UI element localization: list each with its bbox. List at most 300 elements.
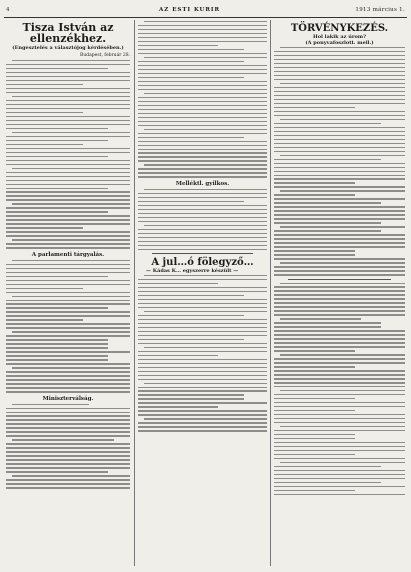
text-line [274, 342, 405, 343]
text-line [138, 81, 267, 82]
text-line [138, 390, 267, 391]
text-line [6, 148, 130, 149]
text-line [138, 49, 244, 50]
text-line [138, 291, 267, 292]
text-line [274, 115, 405, 116]
text-line [138, 109, 267, 110]
text-line [144, 21, 267, 22]
text-line [6, 423, 130, 424]
article-subtitle: — Kádas K… egyszerre készült — [146, 267, 239, 274]
text-line [138, 41, 267, 42]
text-line [274, 370, 405, 371]
article-subtitle: Hol lakik az úrom? [312, 34, 367, 40]
text-line [138, 430, 267, 431]
text-line [138, 249, 267, 250]
text-line [274, 123, 381, 124]
text-line [6, 72, 130, 73]
text-line [12, 168, 130, 169]
text-line [280, 119, 405, 120]
text-line [6, 231, 130, 232]
text-line [138, 283, 218, 284]
text-line [274, 242, 405, 243]
text-line [144, 225, 267, 226]
text-line [274, 139, 405, 140]
divider [152, 253, 253, 254]
text-line [274, 418, 405, 419]
text-line [6, 303, 130, 304]
text-line [6, 371, 130, 372]
section-title: TÖRVÉNYKEZÉS. [290, 23, 389, 34]
text-line [6, 120, 130, 121]
text-line [6, 415, 130, 416]
article-title: Tisza István az ellenzékhez. [22, 21, 114, 45]
text-line [274, 147, 405, 148]
text-line [6, 483, 130, 484]
text-line [12, 404, 89, 405]
text-line [6, 412, 130, 413]
text-line [274, 374, 405, 375]
text-line [274, 306, 405, 307]
text-line [274, 422, 405, 423]
text-line [138, 245, 267, 246]
text-line [138, 25, 267, 26]
text-line [6, 311, 130, 312]
text-line [280, 83, 405, 84]
text-line [6, 180, 130, 181]
text-line [138, 371, 267, 372]
text-line [6, 235, 130, 236]
text-line [12, 475, 130, 476]
text-line [280, 390, 405, 391]
text-line [6, 219, 130, 220]
text-line [12, 260, 130, 261]
article-subtitle: (Engesztelés a választójog kérdésében.) [12, 45, 124, 51]
text-line [274, 466, 381, 467]
text-line [6, 76, 130, 77]
text-line [138, 343, 267, 344]
text-line [138, 73, 267, 74]
text-line [274, 163, 405, 164]
text-line [6, 447, 130, 448]
text-line [274, 330, 405, 331]
text-line [6, 343, 108, 344]
text-line [274, 99, 405, 100]
text-line [274, 175, 405, 176]
text-line [138, 355, 218, 356]
text-line [6, 292, 130, 293]
text-line [280, 318, 361, 319]
text-line [138, 422, 267, 423]
text-line [6, 435, 130, 436]
text-line [138, 351, 267, 352]
text-line [280, 155, 405, 156]
text-line [138, 65, 267, 66]
text-line [138, 233, 267, 234]
text-line [138, 327, 267, 328]
column-rule [270, 20, 271, 566]
text-line [138, 113, 267, 114]
text-line [274, 63, 405, 64]
text-line [274, 75, 405, 76]
text-line [6, 152, 130, 153]
text-line [6, 339, 108, 340]
text-line [274, 394, 405, 395]
text-line [274, 55, 405, 56]
text-line [274, 258, 405, 259]
text-line [144, 418, 267, 419]
text-line [280, 262, 405, 263]
text-line [138, 45, 218, 46]
text-line [274, 206, 405, 207]
text-line [6, 156, 108, 157]
text-line [6, 487, 130, 488]
text-line [6, 227, 83, 228]
text-line [6, 363, 130, 364]
text-line [138, 77, 244, 78]
text-line [6, 335, 130, 336]
text-line [274, 338, 405, 339]
text-line [138, 387, 267, 388]
text-line [274, 111, 405, 112]
text-line [274, 386, 405, 387]
text-line [138, 221, 267, 222]
article-body [274, 283, 405, 496]
text-line [274, 302, 405, 303]
article-subheading: (A ponyvafoszlott. mell.) [305, 40, 374, 46]
text-line [138, 213, 267, 214]
text-line [6, 319, 83, 320]
text-line [274, 398, 355, 399]
text-line [12, 239, 130, 240]
text-line [6, 391, 130, 392]
text-line [138, 295, 244, 296]
text-line [274, 274, 405, 275]
text-line [6, 431, 130, 432]
text-line [6, 124, 130, 125]
text-line [280, 283, 405, 284]
text-line [6, 268, 130, 269]
text-line [6, 211, 108, 212]
text-line [6, 351, 130, 352]
article-body [138, 275, 267, 432]
text-line [274, 254, 355, 255]
text-line [138, 406, 218, 407]
text-line [6, 195, 130, 196]
text-line [274, 222, 381, 223]
text-line [138, 367, 267, 368]
text-line [6, 379, 130, 380]
text-line [138, 137, 244, 138]
article-body [274, 47, 405, 276]
text-line [274, 250, 355, 251]
text-line [6, 276, 108, 277]
text-line [6, 140, 108, 141]
text-line [274, 246, 405, 247]
text-line [138, 156, 267, 157]
text-line [6, 427, 130, 428]
text-line [138, 145, 267, 146]
text-line [6, 264, 130, 265]
text-line [138, 335, 267, 336]
text-line [138, 217, 267, 218]
text-line [6, 199, 130, 200]
text-line [138, 125, 267, 126]
text-line [138, 287, 267, 288]
text-line [138, 363, 267, 364]
text-line [12, 203, 130, 204]
text-line [6, 300, 130, 301]
text-line [138, 89, 267, 90]
text-line [138, 426, 267, 427]
text-line [274, 214, 405, 215]
section-heading: A parlamenti tárgyalás. [31, 251, 105, 258]
text-line [12, 331, 130, 332]
text-line [138, 398, 244, 399]
text-line [144, 57, 267, 58]
text-line [274, 135, 405, 136]
text-line [138, 193, 267, 194]
text-line [6, 459, 130, 460]
text-line [6, 451, 130, 452]
text-line [138, 33, 267, 34]
text-line [6, 280, 130, 281]
text-line [6, 64, 130, 65]
text-line [274, 486, 405, 487]
text-line [274, 51, 405, 52]
text-line [274, 167, 405, 168]
text-line [138, 37, 267, 38]
section-heading: Melléktl. gyilkos. [175, 180, 230, 187]
text-line [6, 419, 130, 420]
text-line [138, 69, 267, 70]
text-line [274, 266, 405, 267]
text-line [274, 59, 405, 60]
text-line [138, 379, 267, 380]
text-line [274, 438, 355, 439]
article-dateline: Budapest, február 28. [80, 53, 130, 58]
text-line [6, 92, 130, 93]
text-line [138, 331, 267, 332]
text-line [138, 172, 267, 173]
article-body [6, 60, 130, 249]
text-line [138, 414, 267, 415]
text-line [138, 315, 244, 316]
text-line [274, 442, 405, 443]
text-line [138, 197, 267, 198]
text-line [6, 88, 130, 89]
text-line [144, 383, 267, 384]
text-line [6, 128, 108, 129]
text-line [274, 446, 405, 447]
text-line [138, 205, 267, 206]
text-line [274, 346, 405, 347]
text-line [274, 91, 405, 92]
text-line [6, 188, 108, 189]
page-number: 4 [6, 7, 10, 13]
text-line [6, 100, 130, 101]
text-line [274, 414, 405, 415]
text-line [6, 68, 108, 69]
text-line [280, 190, 405, 191]
text-line [274, 310, 405, 311]
text-line [6, 136, 130, 137]
text-line [6, 116, 130, 117]
text-line [274, 151, 405, 152]
text-line [138, 241, 267, 242]
divider [288, 279, 391, 280]
text-line [274, 103, 405, 104]
text-line [6, 284, 130, 285]
issue-date: 1913 március 1. [355, 7, 405, 13]
text-line [274, 470, 405, 471]
text-line [138, 97, 267, 98]
text-line [6, 408, 130, 409]
text-line [274, 410, 355, 411]
text-line [138, 29, 267, 30]
page-header [4, 5, 407, 18]
text-line [274, 314, 405, 315]
text-line [274, 71, 405, 72]
text-line [138, 105, 267, 106]
text-line [274, 490, 355, 491]
text-line [12, 132, 130, 133]
text-line [274, 450, 405, 451]
text-line [274, 494, 405, 495]
article-body [6, 260, 130, 393]
text-line [6, 223, 130, 224]
text-line [6, 215, 130, 216]
column-middle [138, 20, 267, 568]
text-line [280, 426, 405, 427]
text-line [274, 334, 405, 335]
text-line [6, 443, 130, 444]
text-line [12, 60, 130, 61]
text-line [6, 247, 130, 248]
text-line [274, 326, 381, 327]
text-line [6, 479, 130, 480]
text-line [12, 96, 130, 97]
column-left [6, 20, 130, 568]
text-line [274, 474, 405, 475]
text-line [12, 439, 114, 440]
text-line [6, 172, 130, 173]
article-body [138, 189, 267, 250]
text-line [274, 95, 405, 96]
text-line [138, 307, 267, 308]
text-line [274, 358, 405, 359]
text-line [274, 186, 405, 187]
text-line [280, 354, 405, 355]
text-line [274, 67, 405, 68]
text-line [274, 290, 405, 291]
text-line [6, 455, 130, 456]
text-line [6, 243, 130, 244]
text-line [6, 144, 83, 145]
text-line [6, 108, 130, 109]
text-line [144, 164, 267, 165]
text-line [274, 378, 405, 379]
text-line [274, 458, 405, 459]
text-line [274, 366, 355, 367]
text-line [274, 127, 405, 128]
text-line [138, 339, 244, 340]
text-line [138, 168, 267, 169]
text-line [274, 234, 405, 235]
text-line [6, 104, 130, 105]
text-line [274, 322, 381, 323]
text-line [274, 210, 405, 211]
article-body [6, 404, 130, 489]
text-line [274, 131, 405, 132]
text-line [138, 152, 267, 153]
text-line [6, 207, 130, 208]
text-line [274, 478, 405, 479]
text-line [138, 201, 244, 202]
text-line [274, 178, 405, 179]
text-line [138, 229, 267, 230]
text-line [144, 347, 267, 348]
text-line [12, 296, 130, 297]
text-line [274, 350, 355, 351]
text-line [138, 53, 267, 54]
text-line [274, 294, 405, 295]
text-line [274, 406, 405, 407]
text-line [274, 382, 405, 383]
text-line [274, 182, 355, 183]
article-body [138, 21, 267, 178]
text-line [274, 198, 405, 199]
text-line [6, 467, 130, 468]
text-line [6, 272, 130, 273]
text-line [6, 375, 130, 376]
text-line [138, 323, 267, 324]
text-line [138, 121, 267, 122]
text-line [138, 149, 267, 150]
text-line [274, 159, 381, 160]
text-line [6, 315, 130, 316]
text-line [138, 237, 267, 238]
text-line [6, 160, 130, 161]
text-line [138, 299, 267, 300]
text-line [6, 347, 108, 348]
text-line [274, 230, 381, 231]
text-line [6, 307, 108, 308]
article-title: A jul…ó fölegyző… [151, 256, 254, 268]
text-line [274, 298, 405, 299]
text-line [274, 402, 405, 403]
text-line [6, 164, 130, 165]
text-line [274, 362, 405, 363]
text-line [138, 394, 244, 395]
text-line [138, 141, 267, 142]
text-line [138, 410, 267, 411]
text-line [138, 279, 267, 280]
text-line [138, 160, 267, 161]
text-line [274, 270, 405, 271]
column-right [274, 20, 405, 568]
text-line [280, 47, 405, 48]
text-line [274, 238, 405, 239]
text-line [138, 61, 244, 62]
text-line [138, 209, 267, 210]
text-line [6, 359, 108, 360]
text-line [138, 359, 267, 360]
text-line [6, 383, 130, 384]
text-line [144, 93, 267, 94]
text-line [138, 375, 267, 376]
section-heading: Miniszterválság. [42, 395, 94, 402]
text-line [6, 176, 130, 177]
